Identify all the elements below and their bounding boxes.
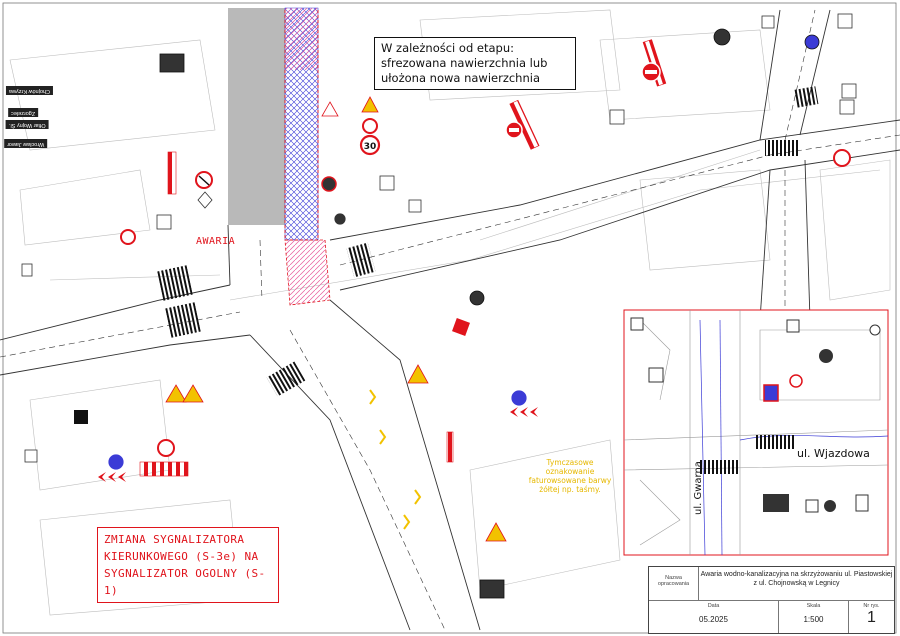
title-sheet: 1 [867,609,876,626]
title-name-label: Nazwa opracowania [657,575,690,587]
title-sheet-label: Nr rys. [863,603,880,609]
crosswalk-south [267,361,306,396]
road-surface-north [228,8,285,225]
title-name-line-2: z ul. Chojnowską w Legnicy [753,580,840,587]
crosswalk-ne-1 [765,140,799,156]
title-date-label: Data [707,603,720,609]
work-zone [285,240,330,305]
crosswalk-west-1 [157,265,193,301]
svg-text:30: 30 [363,142,377,152]
title-date: 05.2025 [699,615,728,624]
title-block [648,566,895,634]
title-scale-label: Skala [806,603,821,609]
direction-sign-4: Wrocław Jawor [4,139,47,148]
signal-change-line-3: SYGNALIZATOR OGOLNY (S-1) [104,567,266,597]
direction-sign-3: Ofiar Wojny Śl. [6,120,49,129]
crosswalk-west-2 [165,302,201,338]
stage-callout [374,37,576,90]
callout-line-2: sfrezowana nawierzchnia lub [381,56,548,70]
signal-change-box [97,527,279,603]
crosswalk-east [346,243,375,278]
street-label-wjazdowa: ul. Wjazdowa [797,447,870,460]
temporary-marking-note: Tymczasowe oznakowanie faturowsowane barwy żółtej np. taśmy. [528,458,612,494]
barriers [140,40,666,476]
callout-line-1: W zależności od etapu: [381,41,514,55]
inset-blue-sign [764,385,778,401]
direction-sign-2: Zgorzelec [8,108,38,117]
pink-hatch-top [285,8,318,70]
crosswalk-ne-2 [794,86,819,108]
title-scale: 1:500 [803,615,824,624]
inset-map [624,310,888,555]
signal-change-line-2: KIERUNKOWEGO (S-3e) NA [104,550,259,563]
chevron-signs [98,390,538,529]
street-label-gwarna: ul. Gwarna [693,461,704,515]
signal-change-line-1: ZMIANA SYGNALIZATORA [104,533,245,546]
failure-label: AWARIA [196,236,236,247]
title-name-line-1: Awaria wodno-kanalizacyjna na skrzyżowaniu ul. Piastowskiej [700,571,893,578]
direction-sign-1: Chojnów Krzywa [6,86,53,95]
callout-line-3: ułożona nowa nawierzchnia [381,71,541,85]
